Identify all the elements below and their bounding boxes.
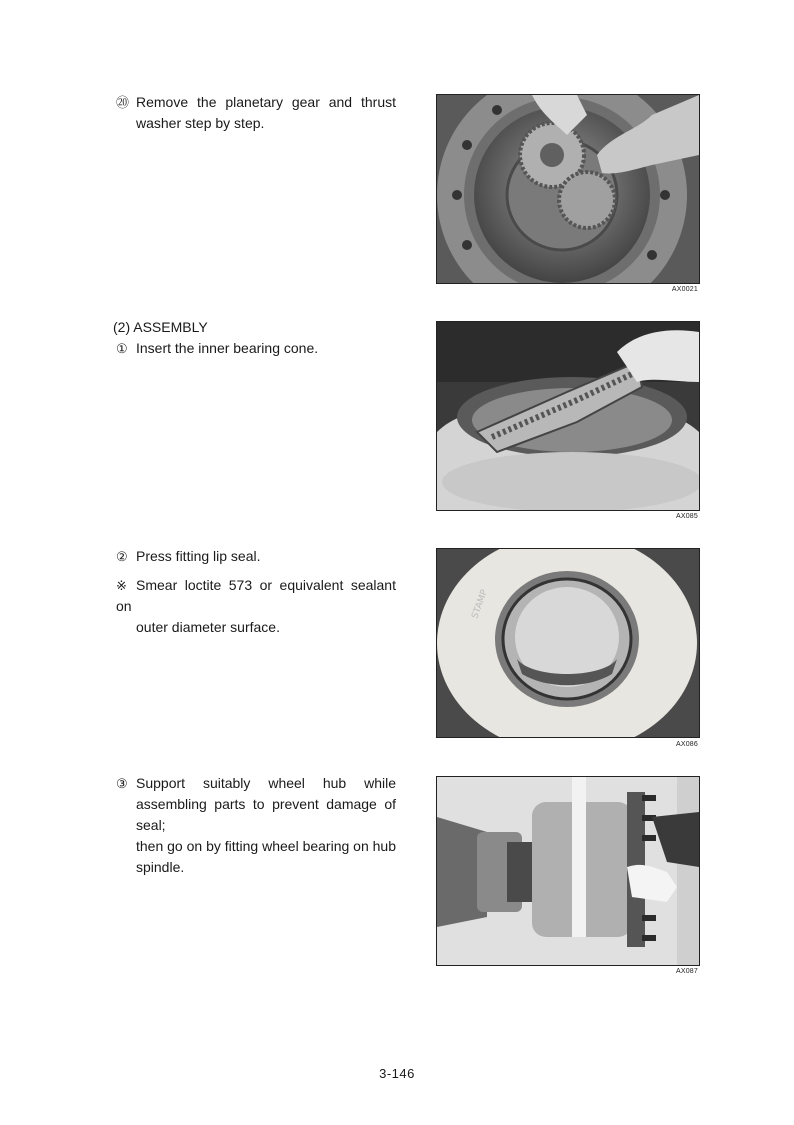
wheel-hub-photo <box>436 776 700 966</box>
step-2-note-line-1: Smear loctite 573 or equivalent sealant on <box>116 577 396 614</box>
svg-text:STAMP: STAMP <box>470 588 491 621</box>
step-2-marker: ② <box>116 549 128 564</box>
step-2-text <box>116 546 396 567</box>
step-1-marker: ① <box>116 341 128 356</box>
step-3-marker: ③ <box>116 776 128 791</box>
figure-caption-ax0021: AX0021 <box>671 286 698 293</box>
step-2-line-1: Press fitting lip seal. <box>136 548 261 564</box>
planetary-gear-photo <box>436 94 700 284</box>
bearing-cone-photo <box>436 321 700 511</box>
page-number: 3-146 <box>379 1066 415 1081</box>
figure-caption-ax086: AX086 <box>675 741 698 748</box>
assembly-heading: (2) ASSEMBLY <box>113 319 208 335</box>
step-3-line-4: spindle. <box>136 859 185 875</box>
figure-caption-ax085: AX085 <box>675 513 698 520</box>
lip-seal-photo <box>436 548 700 738</box>
step-20-line-2: washer step by step. <box>136 115 265 131</box>
step-1-line-1: Insert the inner bearing cone. <box>136 340 319 356</box>
step-3-text <box>116 773 396 878</box>
step-2-note <box>116 575 396 638</box>
note-marker: ※ <box>116 578 127 593</box>
step-20-text <box>116 92 396 134</box>
figure-caption-ax087: AX087 <box>675 968 698 975</box>
step-2-note-line-2: outer diameter surface. <box>136 619 280 635</box>
step-3-line-3: then go on by fitting wheel bearing on hub <box>136 838 396 854</box>
step-20-line-1: Remove the planetary gear and thrust <box>136 94 396 110</box>
step-3-line-1: Support suitably wheel hub while <box>136 775 396 791</box>
step-1-text <box>116 338 396 359</box>
step-3-line-2: assembling parts to prevent damage of seal; <box>136 796 396 833</box>
step-20-marker: ⑳ <box>116 95 130 110</box>
